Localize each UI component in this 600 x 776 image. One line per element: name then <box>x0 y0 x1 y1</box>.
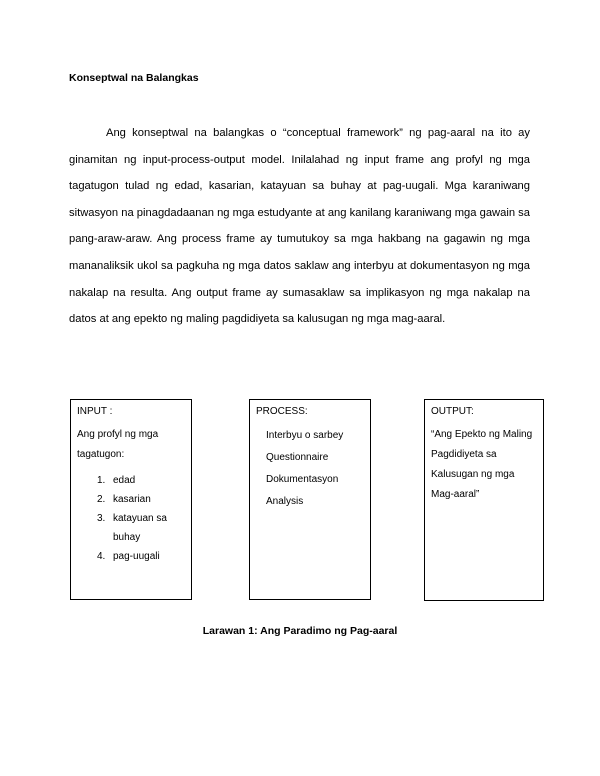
input-list <box>77 471 185 566</box>
process-box <box>249 399 371 600</box>
process-box-title: PROCESS: <box>256 406 308 417</box>
process-list <box>256 425 364 513</box>
process-list-item: Analysis <box>266 496 304 507</box>
process-list-item: Interbyu o sarbey <box>266 430 344 441</box>
section-heading: Konseptwal na Balangkas <box>69 72 199 84</box>
input-box-intro: Ang profyl ng mga tagatugon: <box>77 429 159 460</box>
input-box <box>70 399 192 600</box>
output-box-text: “Ang Epekto ng Maling Pagdidiyeta sa Kalusugan ng mga Mag-aaral” <box>431 429 533 500</box>
process-list-item: Questionnaire <box>266 452 329 463</box>
process-list-item: Dokumentasyon <box>266 474 339 485</box>
body-paragraph: Ang konseptwal na balangkas o “conceptual framework” ng pag-aaral na ito ay ginamitan ng input-process-output model. Inilalahad ng input frame ang profyl ng mga tagatugon tulad ng edad, kasarian, katayuan sa buhay at pag-uugali. Mga karaniwang sitwasyon na pinagdadaanan ng mga estudyante at ang kanilang karaniwang mga gawain sa pang-araw-araw. Ang process frame ay tumutukoy sa mga hakbang na gagawin ng mga mananaliksik ukol sa pagkuha ng mga datos saklaw ang interbyu at dokumentasyon ng mga nakalap na resulta. Ang output frame ay sumasaklaw sa implikasyon ng mga nakalap na datos at ang epekto ng maling pagdidiyeta sa kalusugan ng mga mag-aaral. <box>69 127 530 326</box>
input-list-item: 2. kasarian <box>97 494 151 505</box>
input-list-item: 4. pag-uugali <box>97 551 160 562</box>
input-list-item: 1. edad <box>97 475 136 486</box>
input-box-title: INPUT : <box>77 406 113 417</box>
output-box-title: OUTPUT: <box>431 406 474 417</box>
figure-caption: Larawan 1: Ang Paradimo ng Pag-aaral <box>202 625 398 637</box>
input-list-item: 3. katayuan sa buhay <box>97 513 167 543</box>
output-box <box>424 399 544 601</box>
